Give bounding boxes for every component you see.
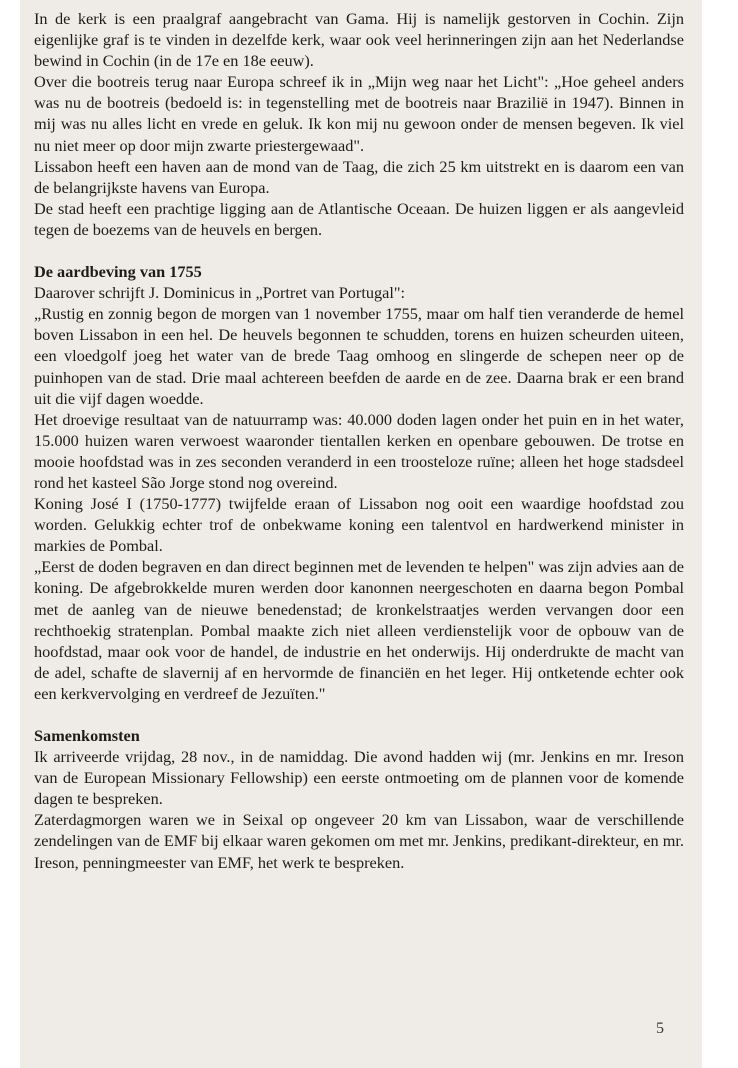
page-number: 5 [656,1020,664,1037]
paragraph: In de kerk is een praalgraf aangebracht van Gama. Hij is namelijk gestorven in Cochin. Zijn eigenlijke graf is te vinden in dezelfde kerk, waar ook veel herinneringen zijn aan het Nederlandse bewind in Cochin (in de 17e en 18e eeuw). [34,9,684,71]
section-heading-earthquake: De aardbeving van 1755 [34,262,202,282]
section-heading-meetings: Samenkomsten [34,726,140,745]
paragraph: „Eerst de doden begraven en dan direct beginnen met de levenden te helpen" was zijn advies aan de koning. De afgebrokkelde muren werden door kanonnen neergeschoten en daarna begon Pombal met de aanleg van de nieuwe benedenstad; de kronkelstraatjes werden vervangen door een rechthoekig stratenplan. Pombal maakte zich niet alleen verdienstelijk voor de opbouw van de hoofdstad, maar ook voor de handel, de industrie en het onderwijs. Hij onderdrukte de macht van de adel, schafte de slavernij af en hervormde de financiën en het leger. Hij ontketende echter ook een kerkvervolging en verdreef de Jezuïten." [34,557,684,703]
paragraph: Zaterdagmorgen waren we in Seixal op ongeveer 20 km van Lissabon, waar de verschillende zendelingen van de EMF bij elkaar waren gekomen om met mr. Jenkins, predikant-direkteur, en mr. Ireson, penningmeester van EMF, het werk te bespreken. [34,810,684,872]
paragraph: De stad heeft een prachtige ligging aan de Atlantische Oceaan. De huizen liggen er als aangevleid tegen de boezems van de heuvels en bergen. [34,198,684,239]
paragraph: Daarover schrijft J. Dominicus in „Portret van Portugal": [34,283,406,303]
paragraph: Koning José I (1750-1777) twijfelde eraan of Lissabon nog ooit een waardige hoofdstad zou worden. Gelukkig echter trof de onbekwame koning een talentvol en hardwerkend minister in markies de Pombal. [34,494,684,556]
paragraph: Het droevige resultaat van de natuurramp was: 40.000 doden lagen onder het puin en in het water, 15.000 huizen waren verwoest waaronder tientallen kerken en openbare gebouwen. De trotse en mooie hoofdstad was in zes seconden veranderd in een troosteloze ruïne; alleen het hoge stadsdeel rond het kasteel São Jorge stond nog overeind. [34,409,684,492]
paragraph: Over die bootreis terug naar Europa schreef ik in „Mijn weg naar het Licht": „Hoe geheel anders was nu de bootreis (bedoeld is: in tegenstelling met de bootreis naar Brazilië in 1947). Binnen in mij was nu alles licht en vrede en geluk. Ik kon mij nu gewoon onder de mensen begeven. Ik viel nu niet meer op door mijn zwarte priestergewaad". [34,72,684,155]
paragraph: „Rustig en zonnig begon de morgen van 1 november 1755, maar om half tien veranderde de hemel boven Lissabon in een hel. De heuvels begonnen te schudden, torens en huizen scheurden uiteen, een vloedgolf joeg het water van de brede Taag omhoog en slingerde de schepen neer op de puinhopen van de stad. Drie maal achtereen beefden de aarde en de zee. Daarna brak er een brand uit die vijf dagen woedde. [34,304,684,408]
page-body [34,8,684,873]
book-page [20,0,702,1068]
paragraph: Ik arriveerde vrijdag, 28 nov., in de namiddag. Die avond hadden wij (mr. Jenkins en mr. Ireson van de European Missionary Fellowship) een eerste ontmoeting om de plannen voor de komende dagen te bespreken. [34,747,684,809]
paragraph: Lissabon heeft een haven aan de mond van de Taag, die zich 25 km uitstrekt en is daarom een van de belangrijkste havens van Europa. [34,156,684,197]
